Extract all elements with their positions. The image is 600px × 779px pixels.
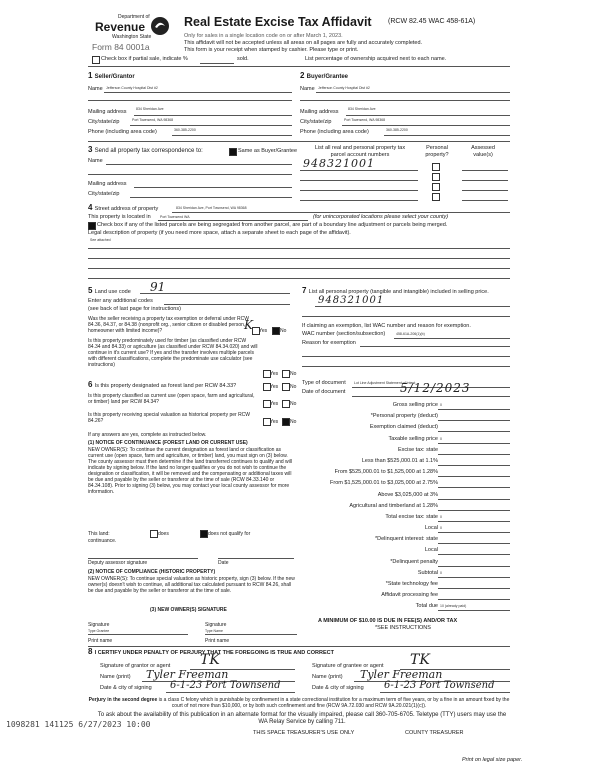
forest-no-label: No [290, 384, 297, 390]
partial-sale-label: Check box if partial sale, indicate % [101, 56, 188, 62]
dept-line: Department of [118, 14, 150, 20]
exempt-no-checkbox[interactable] [272, 327, 280, 335]
exempt-yes-label: Yes [259, 328, 268, 334]
personal-checkbox-1[interactable] [432, 163, 440, 171]
wac-number-value[interactable]: 458-61A-206(1)(b) [396, 332, 425, 336]
forest-yes-label: Yes [270, 384, 279, 390]
calc-row [302, 411, 510, 422]
claim-exemption-label: If claiming an exemption, list WAC number and reason for exemption. [302, 323, 471, 329]
historic-yes-label: Yes [270, 419, 279, 425]
notice-continuance-body: NEW OWNER(S): To continue the current designation as forest land or classification as current use (open space, farm and agriculture, or timber) land, you must sign on (3) below. The county assessor must then determine if the land transferred continues to qualify and will indicate by signing below. If the land no longer qualifies or you do not wish to continue the designation or classification, it will be removed and the compensating or additional taxes will be due and payable by the seller or transferor at the time of sale (RCW 84.33.140 or 84.34.108). Prior to signing (3) below, you may contact your local county assessor for more information. [88, 447, 292, 495]
buyer-name-label: Name [300, 86, 315, 92]
timber-question: Is this property predominately used for timber (as classified under RCW 84.34 and 84.33) or agriculture (as classified under RCW 84.34.020) and will continue in it's current use? If yes and the transfer involves multiple parcels with different classifications, complete the predominate use calculator (see instructions) [88, 338, 258, 368]
located-in-value[interactable]: Port Townsend WA [160, 215, 190, 219]
owner-sig-1-label: Signature [88, 622, 110, 628]
same-as-buyer-label: Same as Buyer/Grantee [238, 148, 298, 154]
land-use-value[interactable]: 91 [150, 280, 166, 294]
personal-checkbox-2[interactable] [432, 173, 440, 181]
owner-sig-2-label: Signature [205, 622, 227, 628]
grantor-signature-label: Signature of grantor or agent [100, 663, 171, 669]
treasurer-use-label: THIS SPACE TREASURER'S USE ONLY [253, 730, 355, 736]
sec3-mailing-label: Mailing address [88, 181, 127, 187]
calc-row-label: Total due [415, 603, 438, 610]
minimum-due-notice: A MINIMUM OF $10.00 IS DUE IN FEE(S) AND/OR TAX [318, 618, 458, 624]
calc-row [302, 456, 510, 467]
buyer-name-value[interactable]: Jefferson County Hospital Dist #2 [318, 86, 370, 90]
calc-row [302, 467, 510, 478]
parcel-col-header: List all real and personal property tax parcel account numbers [314, 145, 406, 158]
buyer-city-label: City/state/zip [300, 119, 332, 125]
deputy-signature-label: Deputy assessor signature [88, 560, 148, 566]
rcw-reference: (RCW 82.45 WAC 458-61A) [388, 18, 476, 25]
legal-description-label: Legal description of property (if you need more space, attach a separate sheet to each page of the affidavit). [88, 230, 351, 236]
owner-sig-1-hint: Type Grantee [88, 629, 110, 633]
calc-row [302, 512, 510, 523]
sec3-label: 3 Send all property tax correspondence to: [88, 145, 203, 154]
type-of-document-label: Type of document [302, 380, 346, 386]
assessed-col-header: Assessed value(s) [471, 145, 495, 158]
seller-section [88, 70, 293, 140]
accessibility-note: To ask about the availability of this publication in an alternate format for the visually impaired, please call 360-705-6705. Teletype (TTY) users may use the WA Relay Service by calling 711. [97, 712, 507, 725]
historic-no-checkbox[interactable] [282, 418, 290, 426]
additional-codes-label: Enter any additional codes [88, 298, 153, 304]
forest-question: 6 Is this property designated as forest land per RCW 84.33? [88, 380, 237, 389]
calc-row-value[interactable]: 10 (already paid) [440, 604, 467, 609]
same-as-buyer-checkbox[interactable] [229, 148, 237, 156]
timber-no-checkbox[interactable] [282, 370, 290, 378]
legal-description-value[interactable]: See attached [90, 238, 111, 242]
buyer-title: 2 Buyer/Grantee [300, 71, 349, 80]
notice-compliance-title: (2) NOTICE OF COMPLIANCE (HISTORIC PROPERTY) [88, 569, 216, 575]
does-label: does [158, 531, 169, 537]
grantor-signature[interactable]: TK [200, 652, 220, 668]
form-title: Real Estate Excise Tax Affidavit [184, 15, 372, 29]
notice-compliance-body: NEW OWNER(S): To continue special valuation as historic property, sign (3) below. If the new owner(s) doesn't wish to continue, all additional tax calculated pursuant to RCW 84.26, shall be due and payable by the seller or transferor at the time of sale. [88, 576, 295, 594]
calc-row [302, 400, 510, 411]
see-instructions-note: *SEE INSTRUCTIONS [375, 625, 431, 631]
owner-print-1-label: Print name [88, 638, 113, 644]
reason-label: Reason for exemption [302, 340, 356, 346]
tax-calculation-table [302, 400, 510, 613]
grantee-date-label: Date & city of signing [312, 685, 364, 691]
seller-mailing-label: Mailing address [88, 109, 127, 115]
grantee-date-value[interactable]: 6-1-23 Port Townsend [384, 680, 495, 691]
revenue-wordmark: Revenue [95, 20, 146, 34]
seller-name-label: Name [88, 86, 103, 92]
deputy-date-label: Date [218, 560, 229, 566]
personal-col-header: Personal property? [425, 145, 449, 158]
sold-label: sold. [237, 56, 249, 62]
legal-size-note: Print on legal size paper. [462, 757, 523, 763]
calc-row-value[interactable]: 0 [440, 514, 442, 519]
grantor-date-label: Date & city of signing [100, 685, 152, 691]
segregated-parcel-label: Check box if any of the listed parcels are being segregated from another parcel, are part of a boundary line adjustment or parcels being merged. [97, 222, 448, 228]
buyer-mailing-value[interactable]: 834 Sheridan Ave [348, 107, 376, 111]
calc-row-label: Less than $525,000.01 at 1.1% [361, 457, 438, 464]
parcel-number[interactable]: 948321001 [303, 157, 375, 170]
open-yes-label: Yes [270, 401, 279, 407]
calc-row-label: Total excise tax: state [385, 513, 438, 520]
segregated-parcel-checkbox[interactable] [88, 222, 96, 230]
calc-row [302, 601, 510, 612]
calc-row-label: Taxable selling price [388, 435, 438, 442]
date-of-document-label: Date of document [302, 389, 346, 395]
calc-row [302, 445, 510, 456]
wac-number-label: WAC number (section/subsection) [302, 331, 386, 337]
calc-row-label: From $1,525,000.01 to $3,025,000 at 2.75% [330, 480, 438, 487]
unincorporated-note: (for unincorporated locations please select your county) [313, 214, 449, 220]
personal-checkbox-3[interactable] [432, 183, 440, 191]
calc-row-value[interactable]: 0 [440, 570, 442, 575]
located-in-label: This property is located in [88, 214, 151, 220]
calc-row [302, 590, 510, 601]
initial-mark: K [244, 318, 253, 332]
calc-row-value[interactable]: 0 [440, 526, 442, 531]
new-owner-signature-title: (3) NEW OWNER(S) SIGNATURE [150, 607, 227, 613]
grantee-name-value[interactable]: Tyler Freeman [360, 668, 443, 681]
sec3-name-label: Name [88, 158, 103, 164]
state-line: Washington State [112, 34, 152, 40]
sec3-city-label: City/state/zip [88, 191, 120, 197]
exempt-no-label: No [280, 328, 287, 334]
calc-row [302, 478, 510, 489]
calc-row [302, 579, 510, 590]
calc-row-value[interactable]: 0 [440, 436, 442, 441]
calc-row [302, 545, 510, 556]
calc-row-label: Subtotal [417, 569, 438, 576]
see-back-note: (see back of last page for instructions) [88, 306, 181, 312]
open-no-checkbox[interactable] [282, 400, 290, 408]
exempt-question: Was the seller receiving a property tax exemption or deferral under RCW 84.36, 84.37, or 84.38 (nonprofit org., senior citizen or disabled person, homeowner with limited income)? [88, 316, 249, 334]
does-checkbox[interactable] [150, 530, 158, 538]
timber-no-label: No [290, 371, 297, 377]
seller-city-label: City/state/zip [88, 119, 120, 125]
forest-no-checkbox[interactable] [282, 383, 290, 391]
seller-title: 1 Seller/Grantor [88, 71, 135, 80]
street-address-label: 4 Street address of property [88, 203, 159, 212]
seller-name-value[interactable]: Jefferson County Hospital Dist #2 [106, 86, 158, 90]
date-of-document-value[interactable]: 5/12/2023 [400, 381, 471, 395]
calc-row [302, 523, 510, 534]
grantor-name-label: Name (print) [100, 674, 131, 680]
calc-row-label: *Delinquent penalty [390, 558, 438, 565]
calc-row [302, 490, 510, 501]
buyer-phone-value[interactable]: 360-385-2200 [386, 128, 408, 132]
land-use-label: 5 Land use code [88, 286, 131, 295]
open-space-question: Is this property classified as current use (open space, farm and agricultural, or timber) land per RCW 84.34? [88, 393, 255, 405]
header-note-3: This form is your receipt when stamped by cashier. Please type or print. [184, 47, 359, 53]
owner-print-2-label: Print name [205, 638, 230, 644]
owner-sig-2-hint: Type Name [205, 629, 223, 633]
does-not-label: does not qualify for [208, 531, 251, 537]
this-land-label: This land: [88, 531, 110, 537]
seller-phone-label: Phone (including area code) [88, 129, 157, 135]
calc-row-label: Local [424, 525, 438, 532]
street-address-value[interactable]: 834 Sheridan Ave, Port Townsend, WA 98368 [176, 206, 247, 210]
perjury-warning: Perjury in the second degree is a class C felony which is punishable by confinement in a state correctional institution for a maximum term of five years, or by a fine in an amount fixed by the court of not more than $10,000, or by both such confinement and fine (RCW 9A.72.030 and RCW 9A.20.021(1)(c)). [88, 697, 510, 709]
open-no-label: No [290, 401, 297, 407]
seller-city-value[interactable]: Port Townsend, WA 98368 [132, 118, 174, 122]
calc-row-label: Exemption claimed (deduct) [369, 424, 438, 431]
calc-row-label: Agricultural and timberland at 1.28% [349, 502, 438, 509]
personal-property-value[interactable]: 948321001 [318, 295, 385, 306]
calc-row-label: *State technology fee [385, 581, 438, 587]
recording-stamp: 1098281 141125 6/27/2023 10:00 [6, 720, 151, 729]
calc-row-label: *Personal property (deduct) [370, 413, 438, 420]
notice-continuance-title: (1) NOTICE OF CONTINUANCE (FOREST LAND OR CURRENT USE) [88, 440, 248, 446]
seller-mailing-value[interactable]: 834 Sheridan Ave [136, 107, 164, 111]
calc-row-label: Above $3,025,000 at 3% [377, 491, 438, 498]
certify-statement: 8 I CERTIFY UNDER PENALTY OF PERJURY THAT THE FOREGOING IS TRUE AND CORRECT [88, 647, 334, 656]
calc-row [302, 568, 510, 579]
form-number: Form 84 0001a [92, 42, 150, 52]
calc-row [302, 501, 510, 512]
calc-row-label: Gross selling price [392, 402, 438, 408]
calc-row-label: Excise tax: state [397, 446, 438, 453]
buyer-city-value[interactable]: Port Townsend, WA 98368 [344, 118, 386, 122]
calc-row-label: Local [424, 547, 438, 554]
buyer-section [300, 70, 510, 140]
grantee-signature-label: Signature of grantee or agent [312, 663, 384, 669]
buyer-phone-label: Phone (including area code) [300, 129, 369, 135]
historic-question: Is this property receiving special valuation as historical property per RCW 84.26? [88, 412, 251, 424]
buyer-mailing-label: Mailing address [300, 109, 339, 115]
calc-row [302, 534, 510, 545]
partial-sale-checkbox[interactable] [92, 56, 100, 64]
seller-phone-value[interactable]: 360-385-2200 [174, 128, 196, 132]
dor-swirl-icon [150, 16, 170, 36]
calc-row [302, 557, 510, 568]
grantee-signature[interactable]: TK [410, 652, 430, 668]
continuance-label: continuance. [88, 538, 117, 544]
header-note-2: This affidavit will not be accepted unless all areas on all pages are fully and accurately completed. [184, 40, 423, 46]
grantee-name-label: Name (print) [312, 674, 343, 680]
grantor-name-value[interactable]: Tyler Freeman [146, 668, 229, 681]
calc-row-label: *Delinquent interest: state [375, 536, 438, 543]
type-of-document-value[interactable]: Lot Line Adjustment Statement of Intent [354, 381, 416, 385]
calc-row [302, 422, 510, 433]
calc-row-value[interactable]: 0 [440, 403, 442, 407]
calc-row-label: Affidavit processing fee [381, 592, 438, 599]
personal-property-label: 7 List all personal property (tangible and intangible) included in selling price. [302, 286, 489, 295]
header-note-1: Only for sales in a single location code on or after March 1, 2023. [184, 33, 343, 39]
historic-no-label: No [290, 419, 297, 425]
does-not-checkbox[interactable] [200, 530, 208, 538]
county-treasurer-label: COUNTY TREASURER [405, 730, 464, 736]
personal-checkbox-4[interactable] [432, 193, 440, 201]
calc-row [302, 434, 510, 445]
timber-yes-label: Yes [270, 371, 279, 377]
if-any-yes: If any answers are yes, complete as instructed below. [88, 432, 207, 438]
grantor-date-value[interactable]: 6-1-23 Port Townsend [170, 680, 281, 691]
list-percentage-note: List percentage of ownership acquired next to each name. [305, 56, 447, 62]
calc-row-label: From $525,000.01 to $1,525,000 at 1.28% [334, 469, 438, 476]
